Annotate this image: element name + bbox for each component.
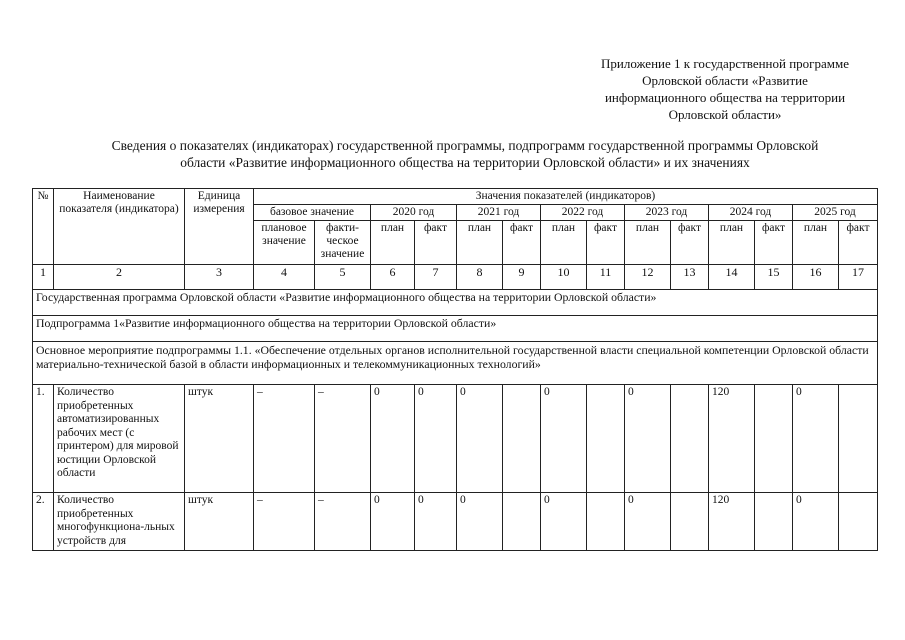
column-number: 11 (587, 265, 625, 290)
row-value: 0 (371, 385, 415, 493)
column-number: 13 (671, 265, 709, 290)
column-number: 8 (457, 265, 503, 290)
header-plan: план (709, 221, 755, 265)
program-row (33, 290, 878, 316)
row-value (671, 493, 709, 551)
row-num: 2. (33, 493, 54, 551)
row-value (839, 493, 878, 551)
row-unit: штук (185, 493, 254, 551)
header-year: 2022 год (541, 205, 625, 221)
header-plan: план (625, 221, 671, 265)
row-value: – (254, 385, 315, 493)
appendix-line: информационного общества на территории (604, 90, 846, 105)
header-year: 2025 год (793, 205, 878, 221)
column-number: 6 (371, 265, 415, 290)
header-plan: план (457, 221, 503, 265)
row-value: 0 (541, 493, 587, 551)
column-number: 5 (315, 265, 371, 290)
row-value (755, 493, 793, 551)
header-base-plan: плановое значение (254, 221, 315, 265)
row-value: 0 (793, 493, 839, 551)
indicators-table (32, 188, 878, 551)
header-fact: факт (503, 221, 541, 265)
column-number: 15 (755, 265, 793, 290)
column-number: 16 (793, 265, 839, 290)
header-plan: план (793, 221, 839, 265)
row-value: 0 (457, 493, 503, 551)
header-fact: факт (839, 221, 878, 265)
header-base-fact: факти-ческое значение (315, 221, 371, 265)
row-value: – (254, 493, 315, 551)
row-indicator-name: Количество приобретенных автоматизированных рабочих мест (с принтером) для мировой юстиции Орловской области (54, 385, 185, 493)
appendix-line: Орловской области «Развитие (642, 73, 808, 88)
program-title: Государственная программа Орловской области «Развитие информационного общества на территории Орловской области» (33, 290, 878, 316)
header-num: № (33, 189, 54, 265)
row-value (671, 385, 709, 493)
column-number: 4 (254, 265, 315, 290)
row-value (587, 385, 625, 493)
header-plan: план (541, 221, 587, 265)
header-year: 2021 год (457, 205, 541, 221)
row-value (503, 385, 541, 493)
column-number: 9 (503, 265, 541, 290)
header-year: 2023 год (625, 205, 709, 221)
row-value: 0 (793, 385, 839, 493)
header-fact: факт (671, 221, 709, 265)
row-value: 0 (625, 493, 671, 551)
header-fact: факт (755, 221, 793, 265)
row-value: 120 (709, 385, 755, 493)
column-number: 7 (415, 265, 457, 290)
column-number: 17 (839, 265, 878, 290)
row-value: – (315, 493, 371, 551)
measure-title: Основное мероприятие подпрограммы 1.1. «Обеспечение отдельных органов исполнительной государственной власти специальной компетенции Орловской области материально-технической базой в области информационных и телекоммуникационных технологий» (33, 342, 878, 385)
column-number: 10 (541, 265, 587, 290)
appendix-line: Приложение 1 к государственной программе (600, 56, 850, 71)
header-fact: факт (415, 221, 457, 265)
row-indicator-name: Количество приобретенных многофункциона-льных устройств для (54, 493, 185, 551)
header-plan: план (371, 221, 415, 265)
column-number: 14 (709, 265, 755, 290)
row-value: 0 (415, 385, 457, 493)
row-value: 0 (457, 385, 503, 493)
title-line-2: области «Развитие информационного общества на территории Орловской области» и их значениях (180, 155, 750, 170)
header-values-group: Значения показателей (индикаторов) (254, 189, 878, 205)
header-year: 2024 год (709, 205, 793, 221)
document-title (35, 137, 895, 171)
row-value: 120 (709, 493, 755, 551)
column-numbers-row (33, 265, 878, 290)
appendix-note (560, 55, 890, 123)
header-fact: факт (587, 221, 625, 265)
row-value: 0 (541, 385, 587, 493)
row-value (503, 493, 541, 551)
row-value: – (315, 385, 371, 493)
header-unit: Единица измерения (185, 189, 254, 265)
row-value (587, 493, 625, 551)
measure-row (33, 342, 878, 385)
column-number: 2 (54, 265, 185, 290)
row-value (839, 385, 878, 493)
row-value (755, 385, 793, 493)
row-value: 0 (625, 385, 671, 493)
subprogram-row (33, 316, 878, 342)
row-value: 0 (371, 493, 415, 551)
row-num: 1. (33, 385, 54, 493)
row-value: 0 (415, 493, 457, 551)
column-number: 3 (185, 265, 254, 290)
column-number: 12 (625, 265, 671, 290)
column-number: 1 (33, 265, 54, 290)
header-base-value: базовое значение (254, 205, 371, 221)
row-unit: штук (185, 385, 254, 493)
table-row (33, 385, 878, 493)
appendix-line: Орловской области» (668, 107, 782, 122)
table-row (33, 493, 878, 551)
header-name: Наименование показателя (индикатора) (54, 189, 185, 265)
title-line-1: Сведения о показателях (индикаторах) государственной программы, подпрограмм государственной программы Орловской (111, 138, 819, 153)
subprogram-title: Подпрограмма 1«Развитие информационного общества на территории Орловской области» (33, 316, 878, 342)
header-year: 2020 год (371, 205, 457, 221)
